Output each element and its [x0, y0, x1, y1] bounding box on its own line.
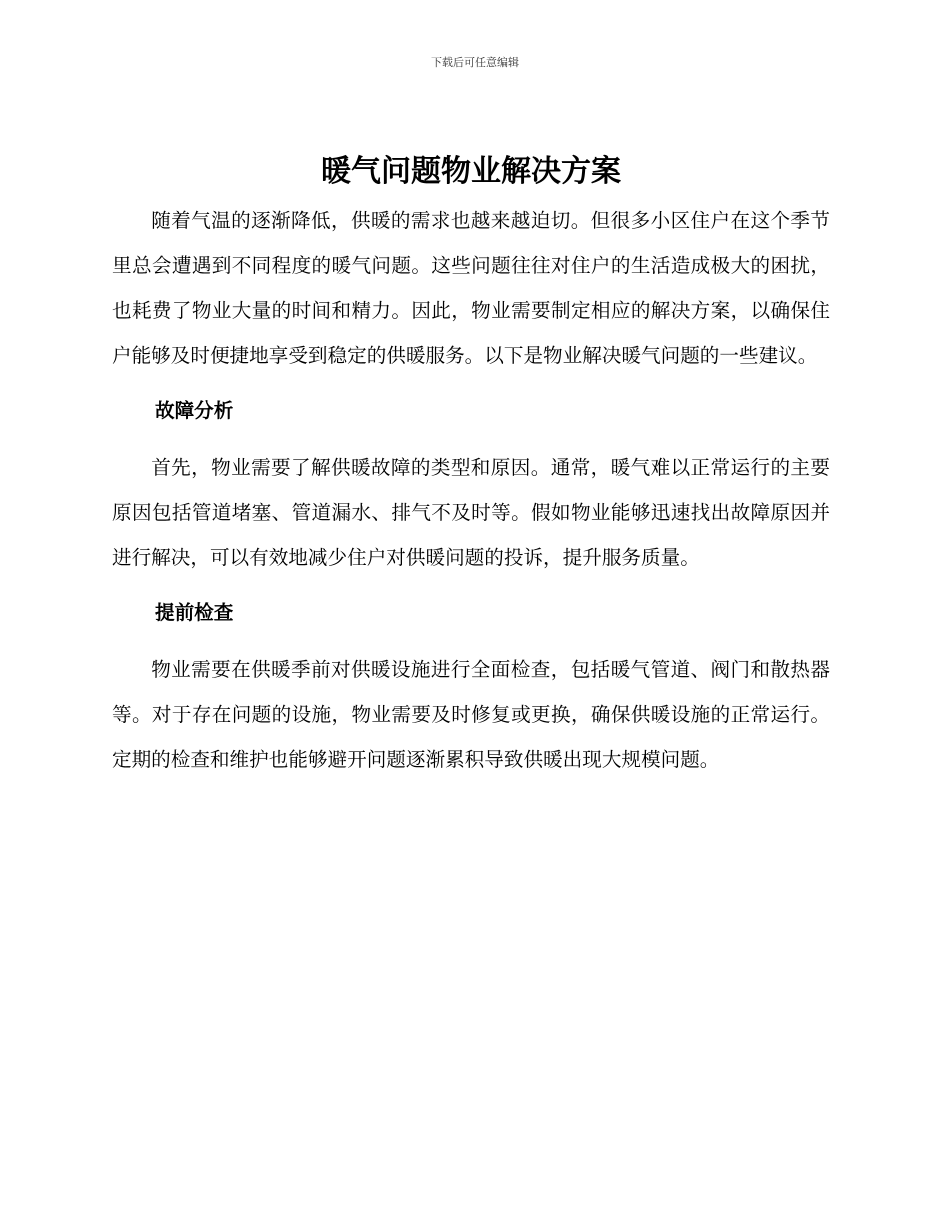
intro-paragraph: 随着气温的逐渐降低，供暖的需求也越来越迫切。但很多小区住户在这个季节里总会遭遇到不同程度的暖气问题。这些问题往往对住户的生活造成极大的困扰，也耗费了物业大量的时间和精力。因此，物业需要制定相应的解决方案，以确保住户能够及时便捷地享受到稳定的供暖服务。以下是物业解决暖气问题的一些建议。 [112, 209, 830, 367]
section-heading-advance-inspection: 提前检查 [155, 601, 234, 624]
header-note: 下载后可任意编辑 [431, 56, 519, 69]
document-title: 暖气问题物业解决方案 [321, 154, 621, 189]
document-body [112, 150, 830, 782]
section-body-advance-inspection: 物业需要在供暖季前对供暖设施进行全面检查，包括暖气管道、阀门和散热器等。对于存在问题的设施，物业需要及时修复或更换，确保供暖设施的正常运行。定期的检查和维护也能够避开问题逐渐累积导致供暖出现大规模问题。 [112, 658, 830, 771]
section-body-fault-analysis: 首先，物业需要了解供暖故障的类型和原因。通常，暖气难以正常运行的主要原因包括管道堵塞、管道漏水、排气不及时等。假如物业能够迅速找出故障原因并进行解决，可以有效地减少住户对供暖问题的投诉，提升服务质量。 [112, 456, 830, 569]
section-heading-fault-analysis: 故障分析 [155, 399, 234, 422]
